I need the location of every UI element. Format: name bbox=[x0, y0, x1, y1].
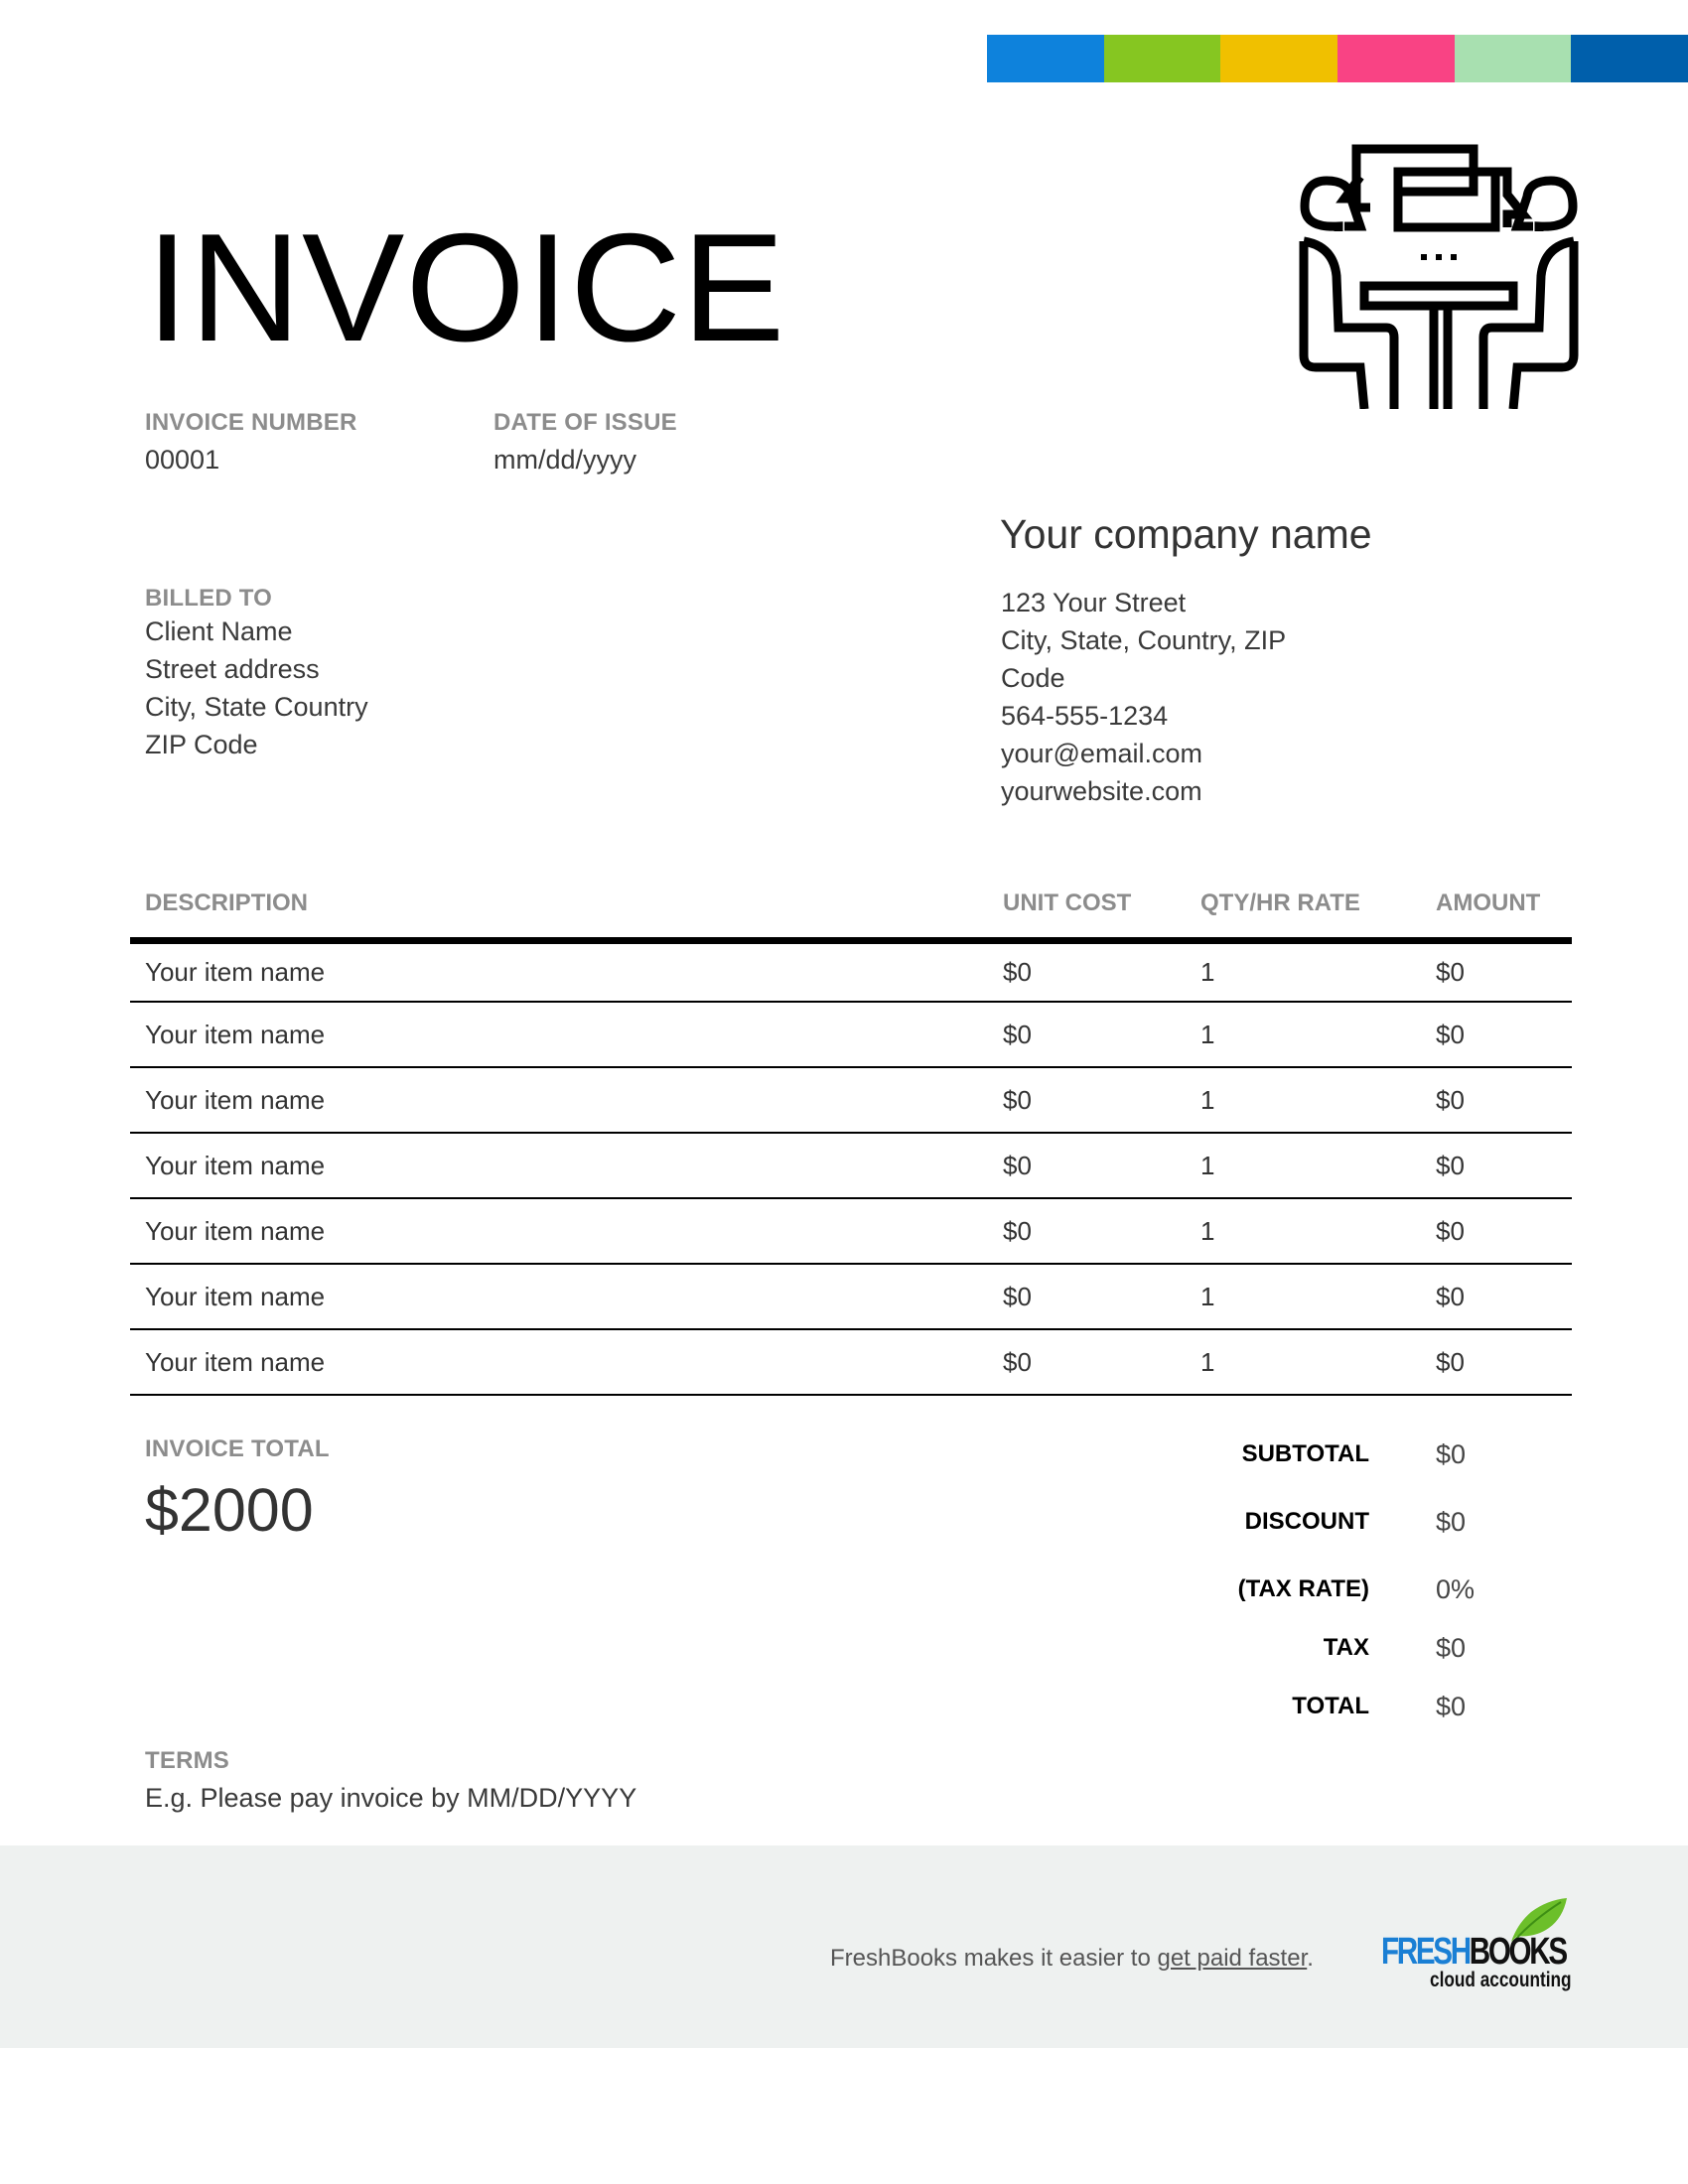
item-unit-cost[interactable]: $0 bbox=[1003, 1264, 1200, 1329]
item-qty[interactable]: 1 bbox=[1200, 1264, 1436, 1329]
subtotal-label: SUBTOTAL bbox=[1241, 1440, 1369, 1467]
tax-rate-row bbox=[1142, 1574, 1589, 1604]
item-qty[interactable]: 1 bbox=[1200, 1002, 1436, 1067]
item-unit-cost[interactable]: $0 bbox=[1003, 1329, 1200, 1395]
tax-rate-label: (TAX RATE) bbox=[1237, 1575, 1369, 1602]
date-of-issue-block bbox=[493, 409, 677, 478]
wordmark-books: BOOKS bbox=[1469, 1931, 1566, 1973]
item-description[interactable]: Your item name bbox=[130, 1133, 1003, 1198]
company-phone[interactable]: 564-555-1234 bbox=[1001, 701, 1169, 731]
freshbooks-wordmark bbox=[1381, 1933, 1566, 1971]
tax-value[interactable]: $0 bbox=[1436, 1633, 1467, 1663]
total-row bbox=[1142, 1692, 1589, 1721]
item-amount[interactable]: $0 bbox=[1436, 1002, 1572, 1067]
footer-tagline bbox=[830, 1945, 1314, 1973]
color-segment-green bbox=[1104, 35, 1221, 82]
company-name[interactable]: Your company name bbox=[1000, 511, 1372, 557]
item-qty[interactable]: 1 bbox=[1200, 1329, 1436, 1395]
table-row bbox=[130, 1133, 1572, 1198]
discount-value[interactable]: $0 bbox=[1436, 1507, 1467, 1537]
item-description[interactable]: Your item name bbox=[130, 1067, 1003, 1133]
item-unit-cost[interactable]: $0 bbox=[1003, 1133, 1200, 1198]
total-label: TOTAL bbox=[1292, 1693, 1369, 1719]
table-row bbox=[130, 1198, 1572, 1264]
item-unit-cost[interactable]: $0 bbox=[1003, 1067, 1200, 1133]
color-segment-mint bbox=[1455, 35, 1572, 82]
header-amount: AMOUNT bbox=[1436, 884, 1572, 941]
item-description[interactable]: Your item name bbox=[130, 941, 1003, 1003]
header-description: DESCRIPTION bbox=[130, 884, 1003, 941]
invoice-number-value[interactable]: 00001 bbox=[145, 445, 220, 475]
header-unit-cost: UNIT COST bbox=[1003, 884, 1200, 941]
item-amount[interactable]: $0 bbox=[1436, 1198, 1572, 1264]
table-row bbox=[130, 941, 1572, 1003]
item-amount[interactable]: $0 bbox=[1436, 941, 1572, 1003]
invoice-total-block bbox=[145, 1435, 330, 1545]
invoice-total-label: INVOICE TOTAL bbox=[145, 1435, 330, 1462]
subtotal-row bbox=[1142, 1439, 1589, 1469]
tax-label: TAX bbox=[1323, 1634, 1369, 1661]
item-amount[interactable]: $0 bbox=[1436, 1329, 1572, 1395]
item-unit-cost[interactable]: $0 bbox=[1003, 1198, 1200, 1264]
table-row bbox=[130, 1329, 1572, 1395]
item-qty[interactable]: 1 bbox=[1200, 1133, 1436, 1198]
header-qty-rate: QTY/HR RATE bbox=[1200, 884, 1436, 941]
item-amount[interactable]: $0 bbox=[1436, 1133, 1572, 1198]
invoice-number-label: INVOICE NUMBER bbox=[145, 409, 357, 436]
table-row bbox=[130, 1067, 1572, 1133]
freshbooks-tagline: cloud accounting bbox=[1430, 1969, 1572, 1991]
company-city-state[interactable]: City, State, Country, ZIP bbox=[1001, 625, 1287, 655]
item-description[interactable]: Your item name bbox=[130, 1329, 1003, 1395]
item-description[interactable]: Your item name bbox=[130, 1002, 1003, 1067]
terms-text[interactable]: E.g. Please pay invoice by MM/DD/YYYY bbox=[145, 1783, 637, 1813]
item-unit-cost[interactable]: $0 bbox=[1003, 1002, 1200, 1067]
item-amount[interactable]: $0 bbox=[1436, 1264, 1572, 1329]
color-segment-blue bbox=[987, 35, 1104, 82]
client-city-state[interactable]: City, State Country bbox=[145, 692, 368, 722]
client-name[interactable]: Client Name bbox=[145, 616, 293, 646]
table-row bbox=[130, 1002, 1572, 1067]
company-zip[interactable]: Code bbox=[1001, 663, 1065, 693]
subtotal-value[interactable]: $0 bbox=[1436, 1439, 1467, 1469]
footer-text-prefix: FreshBooks makes it easier to bbox=[830, 1945, 1158, 1972]
company-address-block bbox=[1001, 584, 1286, 810]
brand-color-bar bbox=[987, 35, 1688, 82]
terms-block bbox=[145, 1747, 636, 1817]
color-segment-yellow bbox=[1220, 35, 1337, 82]
table-row bbox=[130, 1264, 1572, 1329]
company-email[interactable]: your@email.com bbox=[1001, 739, 1202, 768]
item-qty[interactable]: 1 bbox=[1200, 1067, 1436, 1133]
tax-rate-value[interactable]: 0% bbox=[1436, 1574, 1476, 1604]
company-website[interactable]: yourwebsite.com bbox=[1001, 776, 1202, 806]
line-items-table bbox=[130, 884, 1572, 1396]
discount-label: DISCOUNT bbox=[1244, 1508, 1369, 1535]
client-zip[interactable]: ZIP Code bbox=[145, 730, 258, 759]
company-street[interactable]: 123 Your Street bbox=[1001, 588, 1187, 617]
item-qty[interactable]: 1 bbox=[1200, 941, 1436, 1003]
tax-row bbox=[1142, 1633, 1589, 1663]
item-description[interactable]: Your item name bbox=[130, 1198, 1003, 1264]
meeting-people-icon bbox=[1299, 137, 1579, 409]
discount-row bbox=[1142, 1507, 1589, 1537]
wordmark-fresh: FRESH bbox=[1381, 1931, 1470, 1973]
invoice-total-value[interactable]: $2000 bbox=[145, 1476, 314, 1544]
invoice-number-block bbox=[145, 409, 356, 478]
terms-label: TERMS bbox=[145, 1747, 229, 1774]
client-street[interactable]: Street address bbox=[145, 654, 320, 684]
freshbooks-logo[interactable] bbox=[1378, 1896, 1577, 1995]
table-header-row bbox=[130, 884, 1572, 941]
page-title: INVOICE bbox=[146, 202, 786, 373]
date-of-issue-value[interactable]: mm/dd/yyyy bbox=[493, 445, 637, 475]
footer-text-suffix: . bbox=[1307, 1945, 1314, 1972]
item-description[interactable]: Your item name bbox=[130, 1264, 1003, 1329]
billed-to-block bbox=[145, 585, 368, 763]
get-paid-faster-link[interactable]: get paid faster bbox=[1157, 1945, 1308, 1972]
date-of-issue-label: DATE OF ISSUE bbox=[493, 409, 677, 436]
color-segment-pink bbox=[1337, 35, 1455, 82]
color-segment-navy bbox=[1571, 35, 1688, 82]
item-unit-cost[interactable]: $0 bbox=[1003, 941, 1200, 1003]
item-qty[interactable]: 1 bbox=[1200, 1198, 1436, 1264]
billed-to-label: BILLED TO bbox=[145, 585, 273, 612]
item-amount[interactable]: $0 bbox=[1436, 1067, 1572, 1133]
total-value[interactable]: $0 bbox=[1436, 1692, 1467, 1721]
